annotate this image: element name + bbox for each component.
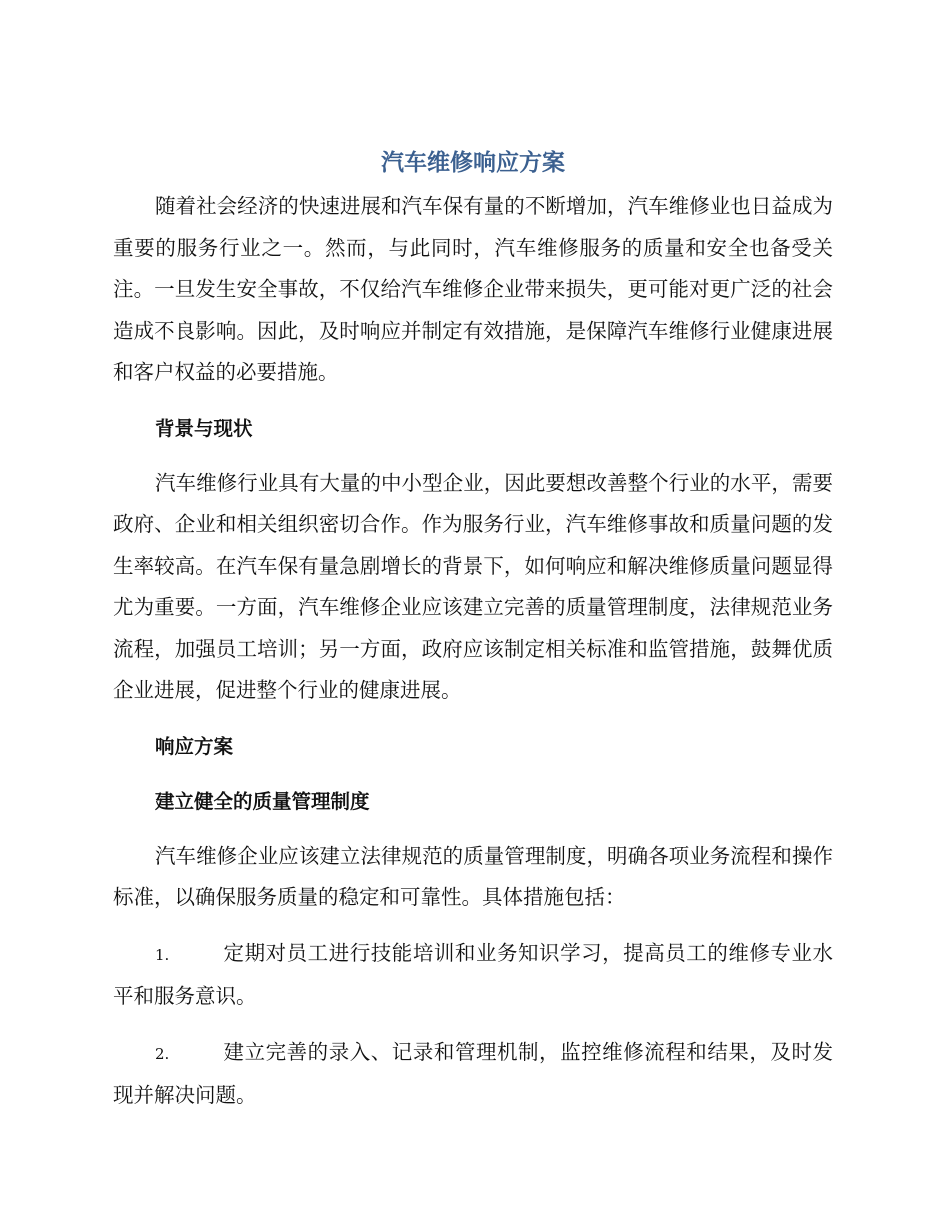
- spacer: [113, 919, 833, 933]
- list-item: [113, 933, 833, 1018]
- background-paragraph: 汽车维修行业具有大量的中小型企业，因此要想改善整个行业的水平，需要政府、企业和相关组织密切合作。作为服务行业，汽车维修事故和质量问题的发生率较高。在汽车保有量急剧增长的背景下，如何响应和解决维修质量问题显得尤为重要。一方面，汽车维修企业应该建立完善的质量管理制度，法律规范业务流程，加强员工培训；另一方面，政府应该制定相关标准和监管措施，鼓舞优质企业进展，促进整个行业的健康进展。: [113, 470, 833, 702]
- document-page: [113, 140, 833, 1117]
- spacer: [113, 767, 833, 781]
- subsection-heading-quality: 建立健全的质量管理制度: [155, 789, 370, 813]
- list-item-number: 2.: [155, 1044, 170, 1063]
- document-title: 汽车维修响应方案: [381, 150, 565, 176]
- spacer: [113, 394, 833, 408]
- spacer: [113, 822, 833, 836]
- list-item-text: 定期对员工进行技能培训和业务知识学习，提高员工的维修专业水平和服务意识。: [113, 940, 833, 1008]
- list-item-number: 1.: [155, 945, 170, 964]
- list-item-text: 建立完善的录入、记录和管理机制，监控维修流程和结果，及时发现并解决问题。: [113, 1039, 833, 1107]
- section-heading-background: 背景与现状: [155, 416, 253, 440]
- spacer: [113, 712, 833, 726]
- intro-paragraph: 随着社会经济的快速进展和汽车保有量的不断增加，汽车维修业也日益成为重要的服务行业之一。然而，与此同时，汽车维修服务的质量和安全也备受关注。一旦发生安全事故，不仅给汽车维修企业带来损失，更可能对更广泛的社会造成不良影响。因此，及时响应并制定有效措施，是保障汽车维修行业健康进展和客户权益的必要措施。: [113, 194, 833, 384]
- quality-paragraph: 汽车维修企业应该建立法律规范的质量管理制度，明确各项业务流程和操作标准，以确保服务质量的稳定和可靠性。具体措施包括：: [113, 843, 833, 909]
- spacer: [113, 449, 833, 463]
- list-item: [113, 1032, 833, 1117]
- section-heading-response: 响应方案: [155, 734, 234, 758]
- spacer: [113, 1018, 833, 1032]
